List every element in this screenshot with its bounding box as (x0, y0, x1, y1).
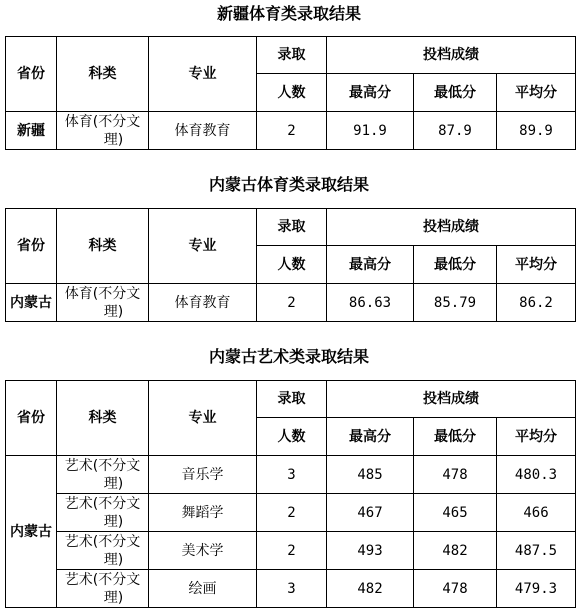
header-admit-line2: 人数 (257, 246, 327, 284)
min-score-cell: 465 (414, 494, 497, 532)
province-cell: 内蒙古 (6, 284, 57, 322)
count-cell: 2 (257, 494, 327, 532)
max-score-cell: 86.63 (327, 284, 414, 322)
count-cell: 2 (257, 112, 327, 150)
results-table-inner-mongolia-sports (5, 208, 576, 322)
category-line1: 艺术(不分文 (64, 457, 141, 474)
count-cell: 2 (257, 284, 327, 322)
min-score-cell: 87.9 (414, 112, 497, 150)
avg-score-cell: 86.2 (497, 284, 576, 322)
header-avg: 平均分 (497, 246, 576, 284)
category-cell (57, 112, 149, 150)
max-score-cell: 91.9 (327, 112, 414, 150)
min-score-cell: 478 (414, 570, 497, 608)
min-score-cell: 478 (414, 456, 497, 494)
major-cell: 体育教育 (149, 112, 257, 150)
header-province: 省份 (6, 209, 57, 284)
table-row (6, 494, 576, 532)
category-line1: 体育(不分文 (64, 285, 141, 302)
major-cell: 体育教育 (149, 284, 257, 322)
category-cell (57, 284, 149, 322)
category-cell (57, 494, 149, 532)
max-score-cell: 485 (327, 456, 414, 494)
avg-score-cell: 487.5 (497, 532, 576, 570)
category-line2: 理) (103, 131, 124, 148)
count-cell: 3 (257, 570, 327, 608)
table-row (6, 570, 576, 608)
section-title-inner-mongolia-sports: 内蒙古体育类录取结果 (208, 175, 369, 194)
header-scores: 投档成绩 (327, 37, 576, 74)
min-score-cell: 85.79 (414, 284, 497, 322)
category-line1: 艺术(不分文 (64, 571, 141, 588)
header-scores: 投档成绩 (327, 381, 576, 418)
header-max: 最高分 (327, 418, 414, 456)
count-cell: 3 (257, 456, 327, 494)
avg-score-cell: 89.9 (497, 112, 576, 150)
header-min: 最低分 (414, 246, 497, 284)
section-title-xinjiang-sports: 新疆体育类录取结果 (216, 4, 361, 23)
major-cell: 舞蹈学 (149, 494, 257, 532)
category-line2: 理) (103, 303, 124, 320)
header-major: 专业 (149, 37, 257, 112)
header-min: 最低分 (414, 418, 497, 456)
province-cell: 内蒙古 (6, 456, 57, 608)
category-line2: 理) (103, 551, 124, 568)
max-score-cell: 493 (327, 532, 414, 570)
category-line2: 理) (103, 589, 124, 606)
avg-score-cell: 466 (497, 494, 576, 532)
header-category: 科类 (57, 209, 149, 284)
table-row (6, 112, 576, 150)
header-category: 科类 (57, 37, 149, 112)
header-major: 专业 (149, 209, 257, 284)
category-line1: 艺术(不分文 (64, 533, 141, 550)
header-major: 专业 (149, 381, 257, 456)
header-province: 省份 (6, 381, 57, 456)
category-cell (57, 570, 149, 608)
header-admit-line2: 人数 (257, 418, 327, 456)
count-cell: 2 (257, 532, 327, 570)
header-max: 最高分 (327, 74, 414, 112)
section-title-inner-mongolia-arts: 内蒙古艺术类录取结果 (208, 347, 369, 366)
table-row (6, 456, 576, 494)
category-cell (57, 456, 149, 494)
header-admit-line1: 录取 (257, 381, 327, 418)
category-cell (57, 532, 149, 570)
header-max: 最高分 (327, 246, 414, 284)
major-cell: 绘画 (149, 570, 257, 608)
header-avg: 平均分 (497, 74, 576, 112)
avg-score-cell: 480.3 (497, 456, 576, 494)
header-category: 科类 (57, 381, 149, 456)
category-line2: 理) (103, 513, 124, 530)
max-score-cell: 482 (327, 570, 414, 608)
header-province: 省份 (6, 37, 57, 112)
header-admit-line1: 录取 (257, 37, 327, 74)
category-line1: 艺术(不分文 (64, 495, 141, 512)
category-line1: 体育(不分文 (64, 113, 141, 130)
header-min: 最低分 (414, 74, 497, 112)
header-admit-line2: 人数 (257, 74, 327, 112)
max-score-cell: 467 (327, 494, 414, 532)
header-admit-line1: 录取 (257, 209, 327, 246)
min-score-cell: 482 (414, 532, 497, 570)
major-cell: 音乐学 (149, 456, 257, 494)
major-cell: 美术学 (149, 532, 257, 570)
category-line2: 理) (103, 475, 124, 492)
results-table-xinjiang-sports (5, 36, 576, 150)
province-cell: 新疆 (6, 112, 57, 150)
table-row (6, 284, 576, 322)
table-row (6, 532, 576, 570)
header-scores: 投档成绩 (327, 209, 576, 246)
results-table-inner-mongolia-arts (5, 380, 576, 608)
avg-score-cell: 479.3 (497, 570, 576, 608)
header-avg: 平均分 (497, 418, 576, 456)
